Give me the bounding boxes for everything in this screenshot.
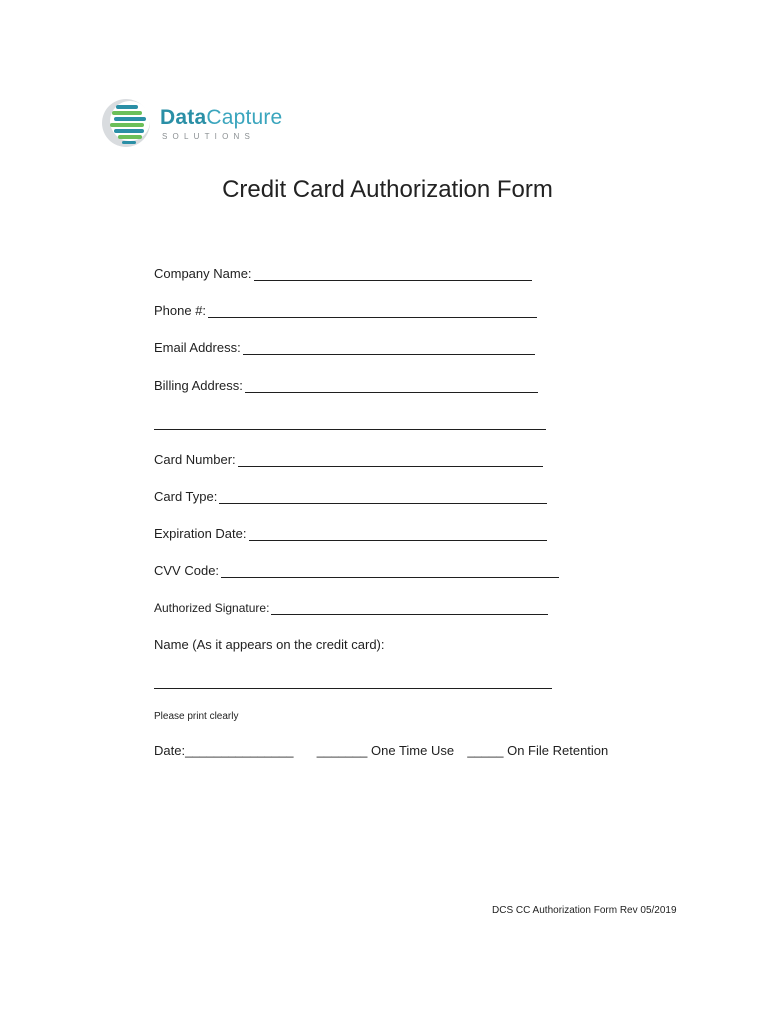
- billing-address-label: Billing Address:: [154, 378, 243, 393]
- on-file-retention-option[interactable]: _____ On File Retention: [467, 743, 609, 758]
- footer-revision: DCS CC Authorization Form Rev 05/2019: [492, 905, 677, 916]
- phone-line[interactable]: [208, 303, 537, 318]
- billing-address-field[interactable]: [154, 378, 538, 393]
- date-field[interactable]: Date:_______________: [154, 743, 294, 758]
- expiration-date-label: Expiration Date:: [154, 526, 247, 541]
- email-label: Email Address:: [154, 340, 241, 355]
- date-usage-row: [154, 743, 608, 758]
- email-line[interactable]: [243, 340, 535, 355]
- company-name-label: Company Name:: [154, 266, 252, 281]
- billing-address-line[interactable]: [245, 378, 538, 393]
- card-type-field[interactable]: [154, 489, 547, 504]
- cardholder-name-line[interactable]: [154, 688, 552, 689]
- card-number-label: Card Number:: [154, 452, 236, 467]
- phone-label: Phone #:: [154, 303, 207, 318]
- card-type-label: Card Type:: [154, 489, 218, 504]
- logo-tagline: SOLUTIONS: [162, 132, 256, 141]
- billing-address-line-2[interactable]: [154, 429, 546, 430]
- company-name-field[interactable]: [154, 266, 532, 281]
- form-title: Credit Card Authorization Form: [222, 176, 553, 203]
- globe-icon: [100, 96, 156, 152]
- signature-field[interactable]: [154, 600, 548, 615]
- card-number-line[interactable]: [238, 452, 543, 467]
- card-type-line[interactable]: [219, 489, 547, 504]
- cardholder-name-label: Name (As it appears on the credit card):: [154, 637, 385, 652]
- phone-field[interactable]: [154, 303, 537, 318]
- email-field[interactable]: [154, 340, 535, 355]
- company-name-line[interactable]: [254, 266, 532, 281]
- logo-wordmark: [160, 106, 282, 130]
- expiration-date-line[interactable]: [249, 526, 547, 541]
- card-number-field[interactable]: [154, 452, 543, 467]
- logo-word-data: Data: [160, 106, 207, 129]
- cvv-line[interactable]: [221, 563, 559, 578]
- print-clearly-note: Please print clearly: [154, 711, 239, 722]
- signature-label: Authorized Signature:: [154, 601, 270, 615]
- one-time-use-option[interactable]: _______ One Time Use: [316, 743, 455, 758]
- company-logo: [100, 96, 290, 152]
- expiration-date-field[interactable]: [154, 526, 547, 541]
- cvv-label: CVV Code:: [154, 563, 220, 578]
- cardholder-name-field: [154, 637, 385, 652]
- logo-word-capture: Capture: [206, 106, 283, 129]
- cvv-field[interactable]: [154, 563, 559, 578]
- signature-line[interactable]: [271, 600, 548, 615]
